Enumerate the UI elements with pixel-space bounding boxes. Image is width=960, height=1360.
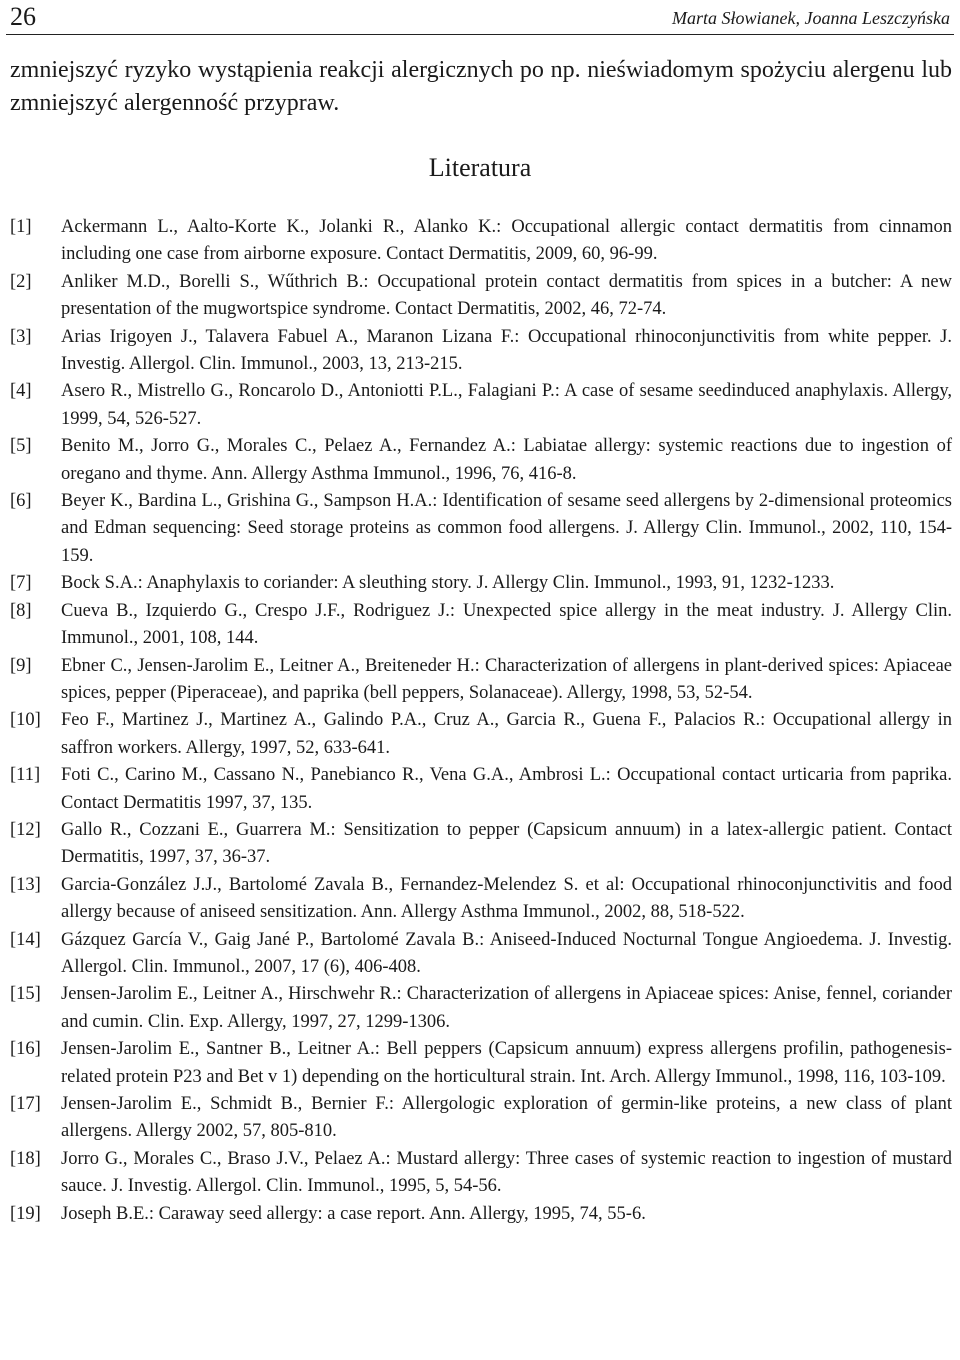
reference-text: Anliker M.D., Borelli S., Wűthrich B.: Occupational protein contact dermatitis from spices in a butcher: A new presentation of the mugwortspice syndrome. Contact Dermatitis, 2002, 46, 72-74. bbox=[61, 271, 952, 320]
reference-text: Beyer K., Bardina L., Grishina G., Sampson H.A.: Identification of sesame seed allergens by 2-dimensional proteomics and Edman sequencing: Seed storage proteins as common food allergens. J. Allergy Clin. Immunol., 2002, 110, 154-159. bbox=[61, 491, 952, 566]
reference-number: [12] bbox=[10, 819, 41, 840]
reference-text: Jensen-Jarolim E., Schmidt B., Bernier F.: Allergologic exploration of germin-like proteins, a new class of plant allergens. Allergy 2002, 57, 805-810. bbox=[61, 1094, 952, 1142]
reference-item bbox=[0, 324, 960, 379]
reference-text: Benito M., Jorro G., Morales C., Pelaez A., Fernandez A.: Labiatae allergy: systemic reactions due to ingestion of oregano and thyme. Ann. Allergy Asthma Immunol., 1996, 76, 416-8. bbox=[61, 436, 952, 484]
reference-item bbox=[0, 488, 960, 570]
reference-list bbox=[0, 214, 960, 1228]
intro-paragraph: zmniejszyć ryzyko wystąpienia reakcji alergicznych po np. nieświadomym spożyciu alergenu lub zmniejszyć alergenność przypraw. bbox=[10, 57, 952, 116]
reference-text: Foti C., Carino M., Cassano N., Panebianco R., Vena G.A., Ambrosi L.: Occupational contact urticaria from paprika. Contact Dermatitis 1997, 37, 135. bbox=[61, 765, 952, 813]
page-number: 26 bbox=[10, 2, 36, 31]
reference-item bbox=[0, 214, 960, 269]
reference-number: [17] bbox=[10, 1094, 41, 1114]
reference-item bbox=[0, 981, 960, 1036]
reference-text: Garcia-González J.J., Bartolomé Zavala B., Fernandez-Melendez S. et al: Occupational rhinoconjunctivitis and food allergy because of aniseed sensitization. Ann. Allergy Asthma Immunol., 2002, 88, 518-522. bbox=[61, 874, 952, 923]
reference-item bbox=[0, 598, 960, 653]
reference-text: Feo F., Martinez J., Martinez A., Galindo P.A., Cruz A., Garcia R., Guena F., Palacios R.: Occupational allergy in saffron workers. Allergy, 1997, 52, 633-641. bbox=[61, 710, 952, 758]
reference-text: Ebner C., Jensen-Jarolim E., Leitner A., Breiteneder H.: Characterization of allergens in plant-derived spices: Apiaceae spices, pepper (Piperaceae), and paprika (bell peppers, Solanaceae). Allergy, 1998, 53, 52-54. bbox=[61, 655, 952, 703]
reference-item bbox=[0, 378, 960, 433]
reference-item bbox=[0, 433, 960, 488]
reference-number: [2] bbox=[10, 271, 32, 292]
reference-number: [5] bbox=[10, 436, 32, 457]
reference-number: [8] bbox=[10, 600, 32, 621]
reference-text: Jensen-Jarolim E., Leitner A., Hirschwehr R.: Characterization of allergens in Apiaceae spices: Anise, fennel, coriander and cumin. Clin. Exp. Allergy, 1997, 27, 1299-1306. bbox=[61, 984, 952, 1032]
reference-text: Gallo R., Cozzani E., Guarrera M.: Sensitization to pepper (Capsicum annuum) in a latex-allergic patient. Contact Dermatitis, 1997, 37, 36-37. bbox=[61, 819, 952, 868]
reference-item bbox=[0, 1036, 960, 1091]
reference-number: [3] bbox=[10, 326, 32, 347]
reference-item bbox=[0, 1146, 960, 1201]
reference-text: Bock S.A.: Anaphylaxis to coriander: A sleuthing story. J. Allergy Clin. Immunol., 1993, 91, 1232-1233. bbox=[61, 573, 835, 594]
reference-number: [14] bbox=[10, 929, 41, 950]
reference-text: Arias Irigoyen J., Talavera Fabuel A., Maranon Lizana F.: Occupational rhinoconjunctivitis from white pepper. J. Investig. Allergol. Clin. Immunol., 2003, 13, 213-215. bbox=[61, 326, 952, 375]
section-title: Literatura bbox=[428, 153, 532, 182]
reference-number: [10] bbox=[10, 710, 41, 731]
running-head-authors: Marta Słowianek, Joanna Leszczyńska bbox=[672, 8, 950, 28]
reference-number: [19] bbox=[10, 1203, 41, 1224]
reference-item bbox=[0, 872, 960, 927]
reference-number: [13] bbox=[10, 874, 41, 895]
page-header bbox=[6, 0, 954, 35]
reference-item bbox=[0, 817, 960, 872]
reference-number: [11] bbox=[10, 765, 41, 786]
reference-text: Jorro G., Morales C., Braso J.V., Pelaez A.: Mustard allergy: Three cases of systemic reaction to ingestion of mustard sauce. J. Investig. Allergol. Clin. Immunol., 1995, 5, 54-56. bbox=[61, 1148, 952, 1197]
reference-text: Gázquez García V., Gaig Jané P., Bartolomé Zavala B.: Aniseed-Induced Nocturnal Tongue Angioedema. J. Investig. Allergol. Clin. Immunol., 2007, 17 (6), 406-408. bbox=[61, 929, 952, 977]
reference-number: [16] bbox=[10, 1039, 41, 1060]
reference-number: [18] bbox=[10, 1148, 41, 1169]
reference-item bbox=[0, 1201, 960, 1228]
reference-text: Cueva B., Izquierdo G., Crespo J.F., Rodriguez J.: Unexpected spice allergy in the meat industry. J. Allergy Clin. Immunol., 2001, 108, 144. bbox=[61, 600, 952, 649]
reference-text: Ackermann L., Aalto-Korte K., Jolanki R., Alanko K.: Occupational allergic contact dermatitis from cinnamon including one case from airborne exposure. Contact Dermatitis, 2009, 60, 96-99. bbox=[61, 217, 952, 265]
reference-number: [7] bbox=[10, 573, 32, 594]
reference-number: [9] bbox=[10, 655, 32, 676]
reference-text: Joseph B.E.: Caraway seed allergy: a case report. Ann. Allergy, 1995, 74, 55-6. bbox=[61, 1203, 646, 1224]
reference-item bbox=[0, 927, 960, 982]
reference-item bbox=[0, 653, 960, 708]
reference-text: Jensen-Jarolim E., Santner B., Leitner A.: Bell peppers (Capsicum annuum) express allergens profilin, pathogenesis-related protein P23 and Bet v 1) depending on the horticultural strain. Int. Arch. Allergy Immunol., 1998, 116, 103-109. bbox=[61, 1039, 952, 1087]
reference-item bbox=[0, 570, 960, 597]
reference-number: [1] bbox=[10, 217, 32, 237]
reference-item bbox=[0, 707, 960, 762]
reference-item bbox=[0, 269, 960, 324]
reference-number: [6] bbox=[10, 491, 32, 512]
reference-text: Asero R., Mistrello G., Roncarolo D., Antoniotti P.L., Falagiani P.: A case of sesame seedinduced anaphylaxis. Allergy, 1999, 54, 526-527. bbox=[61, 381, 952, 429]
reference-number: [4] bbox=[10, 381, 32, 402]
reference-item bbox=[0, 1091, 960, 1146]
reference-item bbox=[0, 762, 960, 817]
reference-number: [15] bbox=[10, 984, 41, 1005]
